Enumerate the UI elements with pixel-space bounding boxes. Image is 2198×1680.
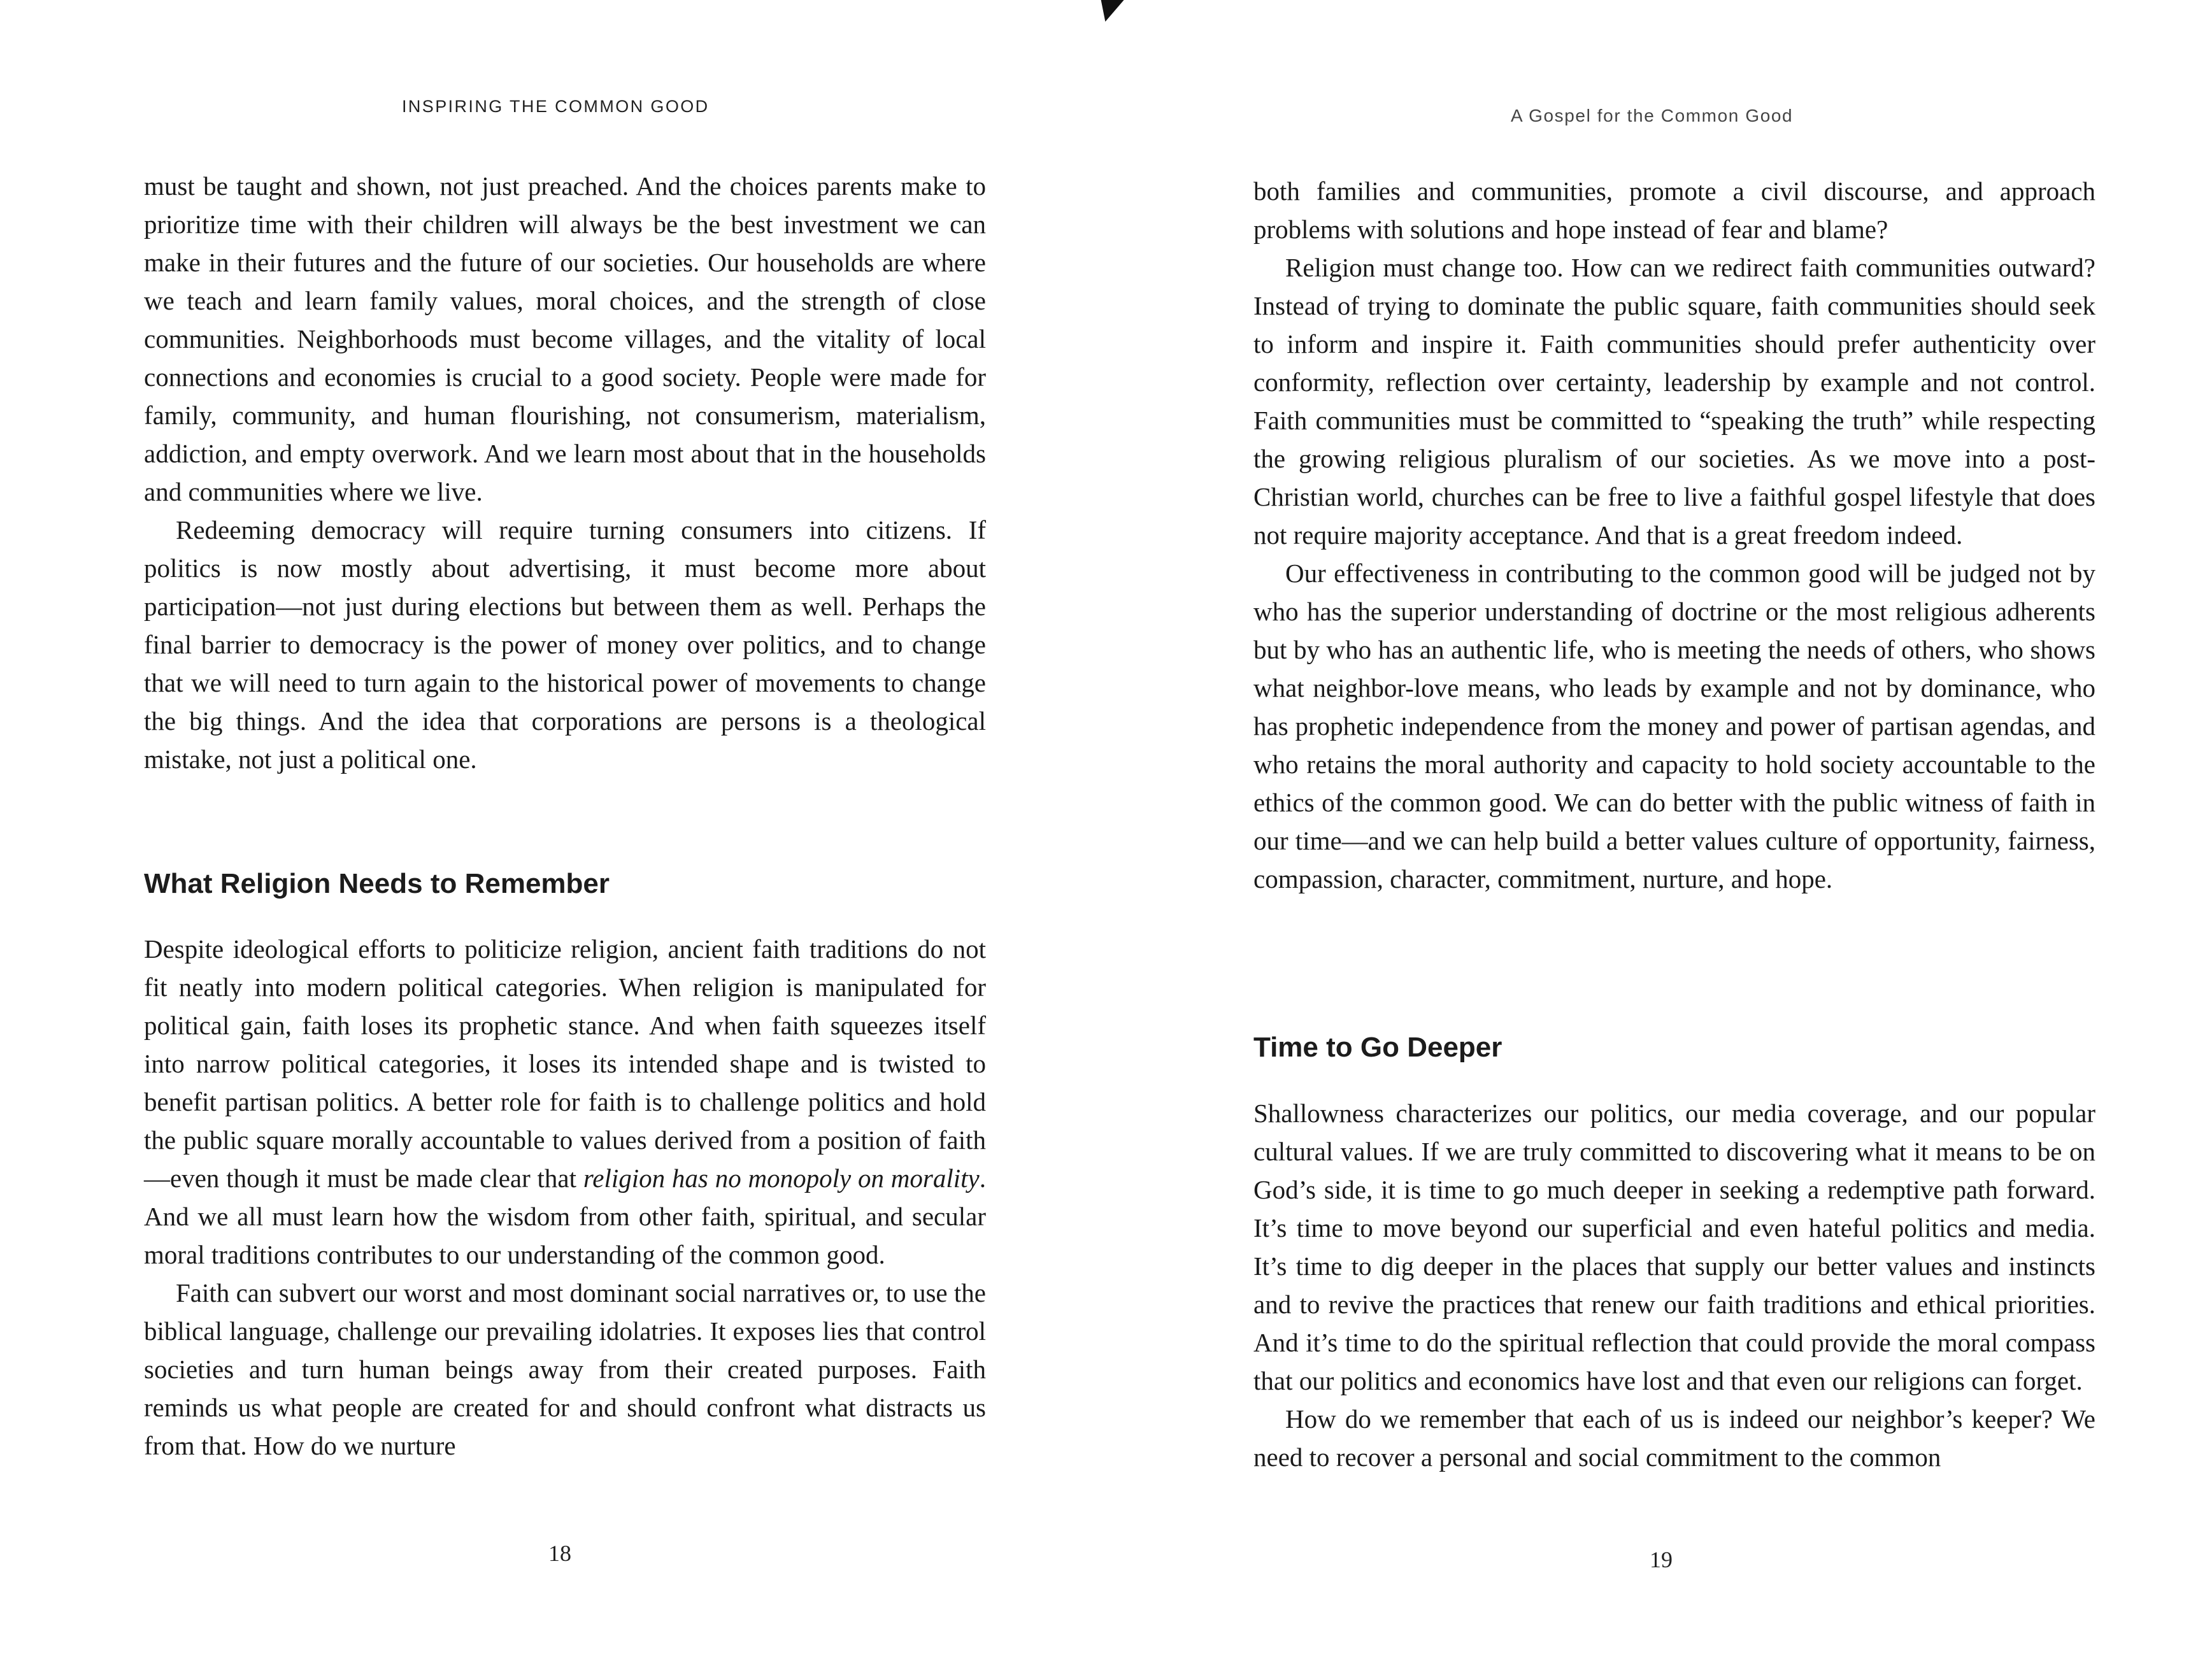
right-paragraph-4: Shallowness characterizes our politics, our media coverage, and our popular cultural values. If we are truly committed to discovering what it means to be on God’s side, it is time to go much deeper in seeking a redemptive path forward. It’s time to move beyond our superficial and even hateful politics and media. It’s time to dig deeper in the places that supply our better values and instincts and to revive the practices that renew our faith traditions and ethical priorities. And it’s time to do the spiritual reflection that could provide the moral compass that our politics and economics have lost and that even our religions can forget.	[1253, 1099, 2095, 1395]
left-running-head: INSPIRING THE COMMON GOOD	[402, 97, 710, 116]
right-subhead: Time to Go Deeper	[1253, 1032, 1502, 1063]
left-paragraph-4: Faith can subvert our worst and most dominant social narratives or, to use the biblical language, challenge our prevailing idolatries. It exposes lies that control societies and turn human beings away from their created purposes. Faith reminds us what people are created for and should confront what distracts us from that. How do we nurture	[144, 1278, 986, 1460]
left-subhead: What Religion Needs to Remember	[144, 868, 610, 899]
right-paragraph-1: both families and communities, promote a civil discourse, and approach problems with solutions and hope instead of fear and blame?	[1253, 176, 2095, 244]
right-body-top	[1253, 172, 2095, 898]
left-paragraph-2: Redeeming democracy will require turning consumers into citizens. If politics is now mostly about advertising, it must become more about participation—not just during elections but between them as well. Perhaps the final barrier to democracy is the power of money over politics, and to change that we will need to turn again to the historical power of movements to change the big things. And the idea that corporations are persons is a theological mistake, not just a political one.	[144, 515, 986, 774]
right-running-head: A Gospel for the Common Good	[1511, 106, 1794, 125]
left-page	[144, 0, 986, 1680]
left-paragraph-3-italic: religion has no monopoly on morality	[583, 1164, 980, 1193]
right-page-number: 19	[1650, 1547, 1673, 1572]
right-page	[1253, 0, 2095, 1680]
left-page-number: 18	[548, 1541, 571, 1566]
left-paragraph-3	[144, 930, 986, 1274]
gutter-mark	[1096, 0, 1124, 22]
right-body-bottom	[1253, 1094, 2095, 1476]
left-body-bottom	[144, 930, 986, 1465]
right-paragraph-2: Religion must change too. How can we redirect faith communities outward? Instead of trying to dominate the public square, faith communities should seek to inform and inspire it. Faith communities should prefer authenticity over conformity, reflection over certainty, leadership by example and not control. Faith communities must be committed to “speaking the truth” while respecting the growing religious pluralism of our societies. As we move into a post-Christian world, churches can be free to live a faithful gospel lifestyle that does not require majority acceptance. And that is a great freedom indeed.	[1253, 253, 2095, 550]
left-paragraph-1: must be taught and shown, not just preached. And the choices parents make to prioritize time with their children will always be the best investment we can make in their futures and the future of our societies. Our households are where we teach and learn family values, moral choices, and the strength of close communities. Neighborhoods must become villages, and the vitality of local connections and economies is crucial to a good society. People were made for family, community, and human flourishing, not consumerism, materialism, addiction, and empty overwork. And we learn most about that in the households and communities where we live.	[144, 171, 986, 506]
left-paragraph-3-start: Despite ideological efforts to politicize religion, ancient faith traditions do not fit neatly into modern political categories. When religion is manipulated for political gain, faith loses its prophetic stance. And when faith squeezes itself into narrow political categories, it loses its intended shape and is twisted to benefit partisan politics. A better role for faith is to challenge politics and hold the public square morally accountable to values derived from a position of faith—even though it must be made clear that	[144, 934, 986, 1193]
right-paragraph-3: Our effectiveness in contributing to the common good will be judged not by who has the superior understanding of doctrine or the most religious adherents but by who has an authentic life, who is meeting the needs of others, who shows what neighbor-love means, who leads by example and not by dominance, who has prophetic independence from the money and power of partisan agendas, and who retains the moral authority and capacity to hold society accountable to the ethics of the common good. We can do better with the public witness of faith in our time—and we can help build a better values culture of opportunity, fairness, compassion, character, commitment, nurture, and hope.	[1253, 559, 2095, 893]
left-body-top	[144, 167, 986, 778]
left-paragraph-3-end: . And we all must learn how the wisdom from other faith, spiritual, and secular moral traditions contributes to our understanding of the common good.	[144, 1164, 986, 1269]
right-paragraph-5: How do we remember that each of us is indeed our neighbor’s keeper? We need to recover a personal and social commitment to the common	[1253, 1404, 2095, 1472]
